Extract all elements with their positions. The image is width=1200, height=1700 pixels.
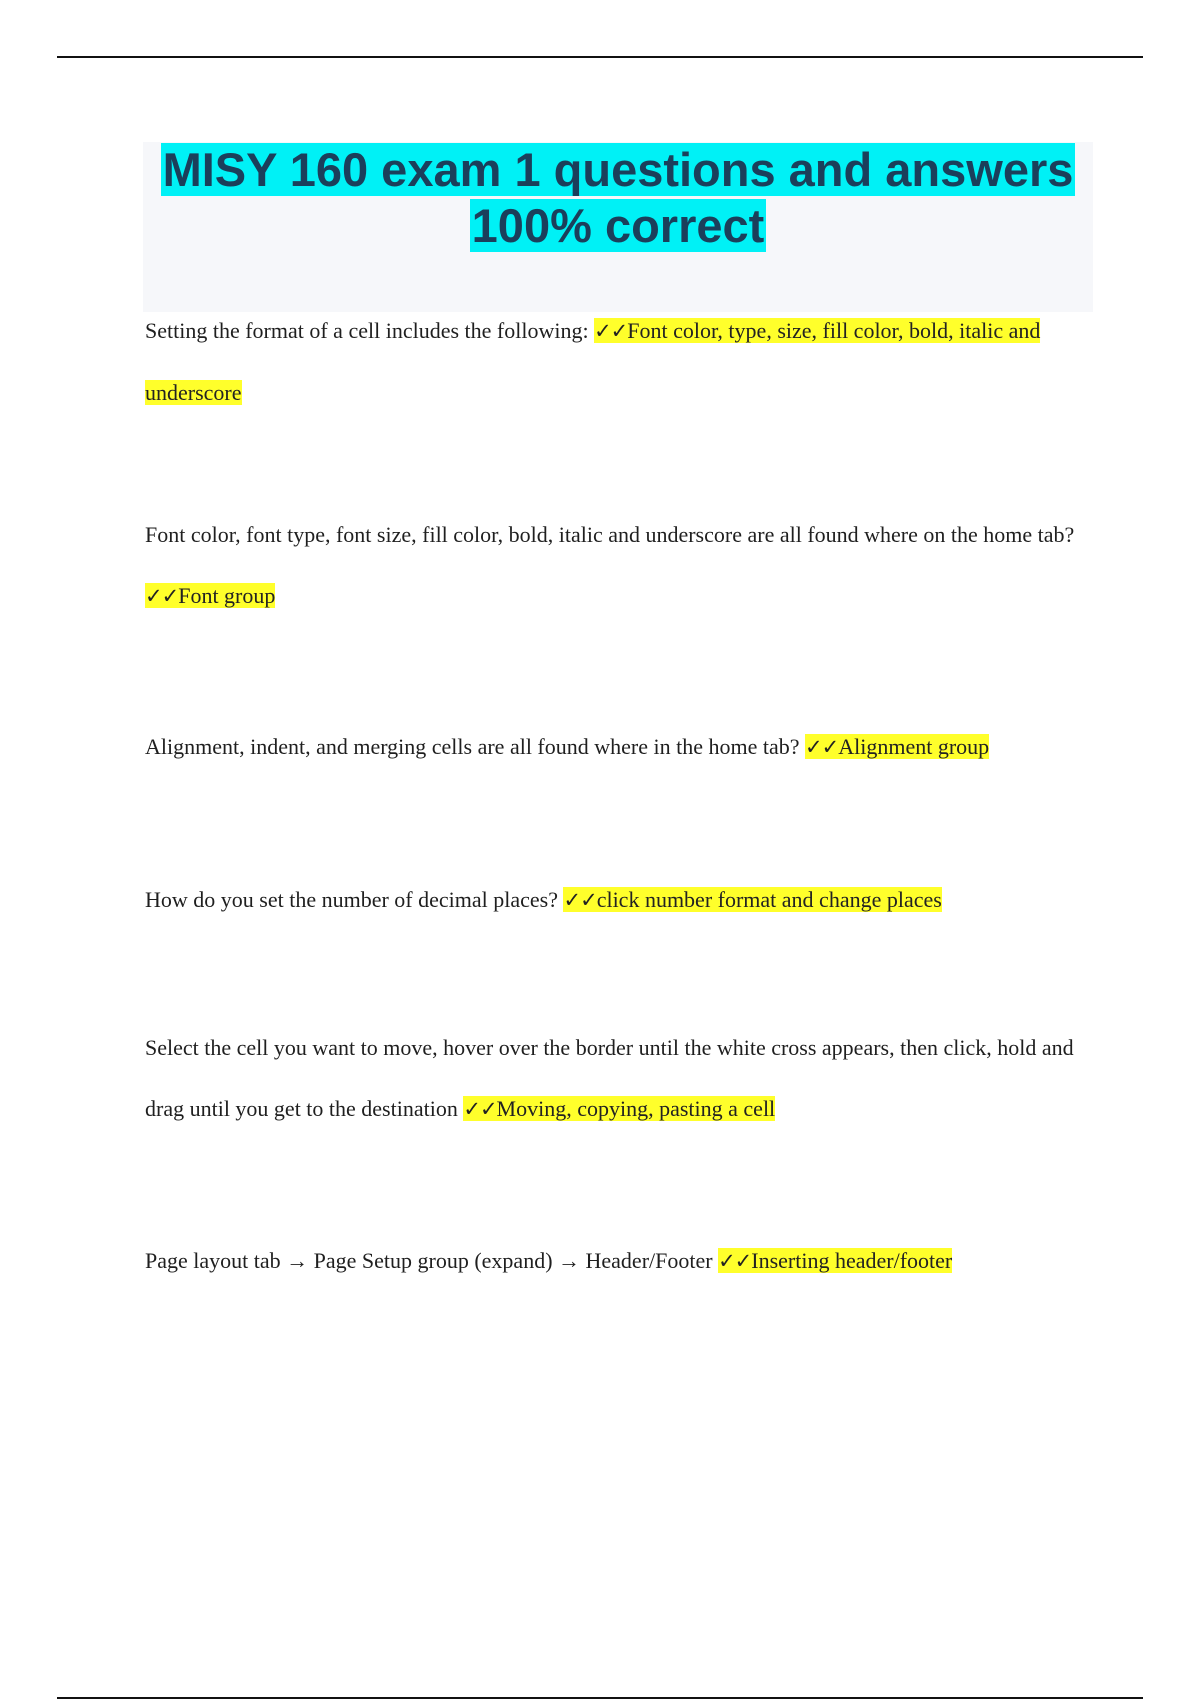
qa-item-4 — [145, 869, 1085, 931]
answer-text: Inserting header/footer — [751, 1248, 953, 1273]
qa-item-3 — [145, 716, 1085, 778]
answer-highlight — [718, 1248, 952, 1273]
qa-item-2 — [145, 504, 1085, 627]
qa-item-1 — [145, 300, 1085, 423]
question-text: Select the cell you want to move, hover over the border until the white cross appears, then click, hold and drag until you get to the destination — [145, 1035, 1074, 1121]
bottom-rule — [57, 1697, 1143, 1699]
answer-highlight — [563, 887, 941, 912]
qa-item-6 — [145, 1230, 1085, 1292]
qa-item-5 — [145, 1017, 1085, 1140]
answer-text: Font group — [178, 583, 276, 608]
answer-text: Alignment group — [838, 734, 990, 759]
double-check-icon: ✓✓ — [718, 1249, 752, 1273]
answer-highlight — [463, 1096, 775, 1121]
question-text: Page layout tab → Page Setup group (expand) → Header/Footer — [145, 1248, 719, 1273]
answer-text: click number format and change places — [596, 887, 942, 912]
top-rule — [57, 56, 1143, 58]
answer-text: Font color, type, size, fill color, bold, italic and underscore — [145, 318, 1041, 405]
double-check-icon: ✓✓ — [463, 1097, 497, 1121]
question-text: Alignment, indent, and merging cells are all found where in the home tab? — [145, 734, 806, 759]
question-text: Font color, font type, font size, fill color, bold, italic and underscore are all found where on the home tab? — [145, 522, 1075, 547]
question-text: How do you set the number of decimal places? — [145, 887, 564, 912]
double-check-icon: ✓✓ — [145, 584, 179, 608]
answer-highlight — [805, 734, 989, 759]
title-line-1: MISY 160 exam 1 questions and answers — [162, 143, 1074, 196]
double-check-icon: ✓✓ — [805, 735, 839, 759]
title-line-2: 100% correct — [471, 199, 765, 252]
answer-text: Moving, copying, pasting a cell — [496, 1096, 776, 1121]
answer-highlight — [145, 583, 275, 608]
double-check-icon: ✓✓ — [594, 319, 628, 343]
document-title — [143, 142, 1093, 312]
double-check-icon: ✓✓ — [563, 888, 597, 912]
question-text: Setting the format of a cell includes the following: — [145, 318, 595, 343]
